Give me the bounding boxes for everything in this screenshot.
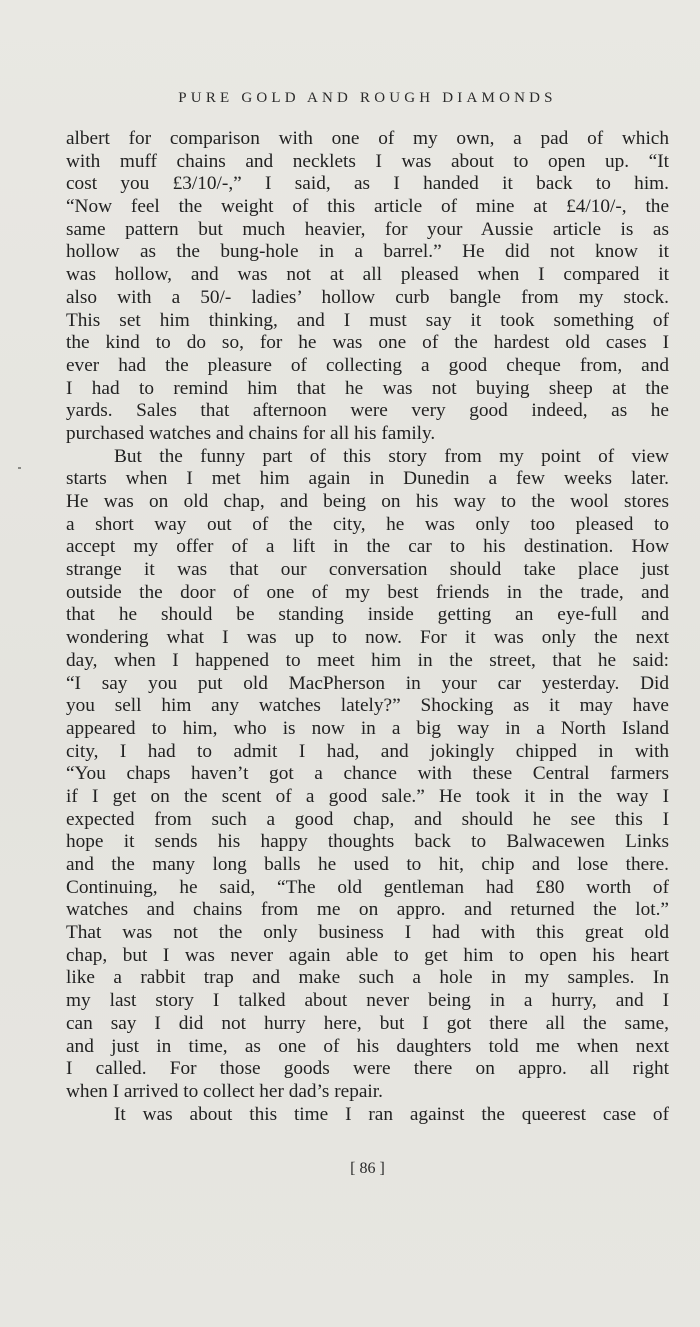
text-line: can say I did not hurry here, but I got there all the same, (66, 1012, 669, 1034)
text-line: that he should be standing inside getting an eye-full and (66, 604, 669, 626)
text-line: He was on old chap, and being on his way to the wool stores (66, 491, 669, 512)
paragraph-start-line: It was about this time I ran against the queerest case of (114, 1103, 669, 1125)
text-line: hope it sends his happy thoughts back to Balwacewen Links (66, 831, 669, 853)
text-line: with muff chains and necklets I was about to open up. “It (66, 150, 669, 172)
running-head: PURE GOLD AND ROUGH DIAMONDS (178, 90, 557, 106)
text-line: hollow as the bung-hole in a barrel.” He did not know it (66, 241, 669, 263)
text-line: same pattern but much heavier, for your Aussie article is as (66, 218, 669, 240)
page-number: [ 86 ] (350, 1160, 385, 1177)
text-line: appeared to him, who is now in a big way in a North Island (66, 717, 669, 739)
text-line: “I say you put old MacPherson in your car yesterday. Did (66, 672, 669, 694)
text-line: cost you £3/10/-,” I said, as I handed it back to him. (66, 173, 669, 195)
text-line: That was not the only business I had with this great old (66, 922, 669, 944)
text-line: you sell him any watches lately?” Shocking as it may have (66, 695, 669, 717)
text-line: city, I had to admit I had, and jokingly chipped in with (66, 740, 669, 762)
text-line: albert for comparison with one of my own, a pad of which (66, 128, 669, 149)
text-line: starts when I met him again in Dunedin a few weeks later. (66, 468, 669, 490)
text-line: a short way out of the city, he was only too pleased to (66, 513, 669, 535)
text-line: Continuing, he said, “The old gentleman had £80 worth of (66, 876, 669, 898)
text-line: “Now feel the weight of this article of mine at £4/10/-, the (66, 196, 669, 218)
text-line: day, when I happened to meet him in the street, that he said: (66, 649, 669, 671)
text-line: strange it was that our conversation should take place just (66, 559, 669, 581)
text-line: like a rabbit trap and make such a hole in my samples. In (66, 967, 669, 989)
paragraph-end-line: purchased watches and chains for all his family. (66, 422, 436, 444)
text-line: ever had the pleasure of collecting a good cheque from, and (66, 354, 669, 376)
text-line: This set him thinking, and I must say it took something of (66, 309, 669, 331)
text-line: wondering what I was up to now. For it was only the next (66, 627, 669, 649)
text-line: yards. Sales that afternoon were very good indeed, as he (66, 400, 669, 422)
body-text (66, 128, 669, 1126)
text-line: watches and chains from me on appro. and returned the lot.” (66, 899, 669, 921)
margin-speck (18, 467, 21, 469)
text-line: was hollow, and was not at all pleased when I compared it (66, 264, 669, 286)
text-line: if I get on the scent of a good sale.” He took it in the way I (66, 785, 669, 807)
text-line: chap, but I was never again able to get him to open his heart (66, 944, 669, 966)
text-line: the kind to do so, for he was one of the hardest old cases I (66, 332, 669, 354)
text-line: I had to remind him that he was not buying sheep at the (66, 377, 669, 399)
text-line: “You chaps haven’t got a chance with these Central farmers (66, 763, 669, 785)
paragraph-end-line: when I arrived to collect her dad’s repair. (66, 1080, 383, 1102)
text-line: and just in time, as one of his daughters told me when next (66, 1035, 669, 1057)
text-line: accept my offer of a lift in the car to his destination. How (66, 536, 669, 558)
text-line: my last story I talked about never being in a hurry, and I (66, 990, 669, 1012)
text-line: and the many long balls he used to hit, chip and lose there. (66, 854, 669, 875)
text-line: I called. For those goods were there on appro. all right (66, 1058, 669, 1080)
text-line: also with a 50/- ladies’ hollow curb bangle from my stock. (66, 286, 669, 308)
text-line: expected from such a good chap, and should he see this I (66, 808, 669, 830)
text-line: outside the door of one of my best friends in the trade, and (66, 581, 669, 603)
paragraph-start-line: But the funny part of this story from my point of view (114, 445, 669, 467)
